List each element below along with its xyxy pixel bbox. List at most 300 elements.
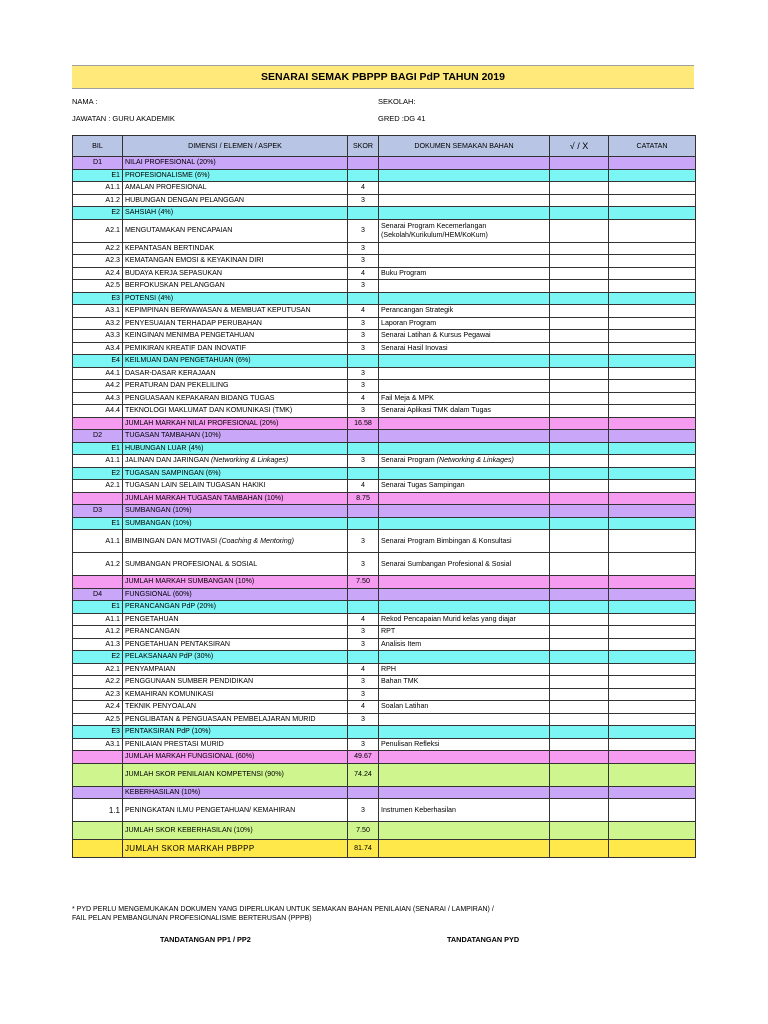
row-skor <box>348 207 379 220</box>
row-aspek <box>123 822 348 840</box>
row-bil <box>73 688 123 701</box>
row-bil <box>73 726 123 739</box>
row-tick-cell[interactable] <box>550 576 609 589</box>
row-aspek <box>123 330 348 343</box>
row-aspek-text: AMALAN PROFESIONAL <box>125 183 207 192</box>
row-tick-cell[interactable] <box>550 392 609 405</box>
row-skor <box>348 392 379 405</box>
row-aspek-text: JUMLAH MARKAH SUMBANGAN (10%) <box>125 577 255 586</box>
row-skor <box>348 576 379 589</box>
row-skor-text: 49.67 <box>354 752 372 761</box>
row-bil-text: E1 <box>111 602 120 611</box>
row-tick-cell[interactable] <box>550 480 609 493</box>
row-skor <box>348 492 379 505</box>
row-skor <box>348 751 379 764</box>
row-catatan-cell[interactable] <box>609 663 696 676</box>
row-skor <box>348 726 379 739</box>
row-dokumen <box>379 517 550 530</box>
table-row <box>73 676 696 689</box>
row-skor-text: 3 <box>361 627 365 636</box>
row-catatan-cell[interactable] <box>609 267 696 280</box>
row-catatan-cell[interactable] <box>609 430 696 443</box>
row-catatan-cell[interactable] <box>609 317 696 330</box>
row-tick-cell[interactable] <box>550 840 609 858</box>
row-bil-text: A2.3 <box>105 256 120 265</box>
row-aspek <box>123 763 348 786</box>
row-tick-cell[interactable] <box>550 194 609 207</box>
row-skor <box>348 455 379 468</box>
row-aspek-text: PENYESUAIAN TERHADAP PERUBAHAN <box>125 318 262 327</box>
row-skor <box>348 799 379 822</box>
jawatan-label: JAWATAN : GURU AKADEMIK <box>72 114 175 123</box>
row-aspek <box>123 613 348 626</box>
row-aspek <box>123 255 348 268</box>
row-aspek <box>123 417 348 430</box>
row-tick-cell[interactable] <box>550 169 609 182</box>
row-tick-cell[interactable] <box>550 505 609 518</box>
row-skor-text: 4 <box>361 702 365 711</box>
row-bil-text: E2 <box>111 468 120 477</box>
row-catatan-cell[interactable] <box>609 392 696 405</box>
row-catatan-cell[interactable] <box>609 626 696 639</box>
row-tick-cell[interactable] <box>550 799 609 822</box>
row-bil-text: A1.2 <box>105 627 120 636</box>
row-catatan-cell[interactable] <box>609 601 696 614</box>
row-aspek <box>123 505 348 518</box>
row-skor-text: 3 <box>361 331 365 340</box>
row-aspek-text: TEKNOLOGI MAKLUMAT DAN KOMUNIKASI (TMK) <box>125 406 293 415</box>
table-row <box>73 467 696 480</box>
row-skor-text: 3 <box>361 343 365 352</box>
row-aspek <box>123 292 348 305</box>
row-catatan-cell[interactable] <box>609 701 696 714</box>
row-dokumen <box>379 480 550 493</box>
row-tick-cell[interactable] <box>550 492 609 505</box>
row-aspek-text: JUMLAH MARKAH TUGASAN TAMBAHAN (10%) <box>125 493 284 502</box>
row-dokumen <box>379 342 550 355</box>
table-row <box>73 701 696 714</box>
row-skor <box>348 530 379 553</box>
row-catatan-cell[interactable] <box>609 417 696 430</box>
row-bil <box>73 505 123 518</box>
row-aspek <box>123 455 348 468</box>
row-dokumen-text: Instrumen Keberhasilan <box>381 805 456 814</box>
signature-pp-label: TANDATANGAN PP1 / PP2 <box>160 935 251 944</box>
row-dokumen <box>379 663 550 676</box>
row-bil-text: A2.4 <box>105 702 120 711</box>
row-tick-cell[interactable] <box>550 688 609 701</box>
row-aspek <box>123 530 348 553</box>
row-skor-text: 4 <box>361 664 365 673</box>
row-catatan-cell[interactable] <box>609 219 696 242</box>
row-tick-cell[interactable] <box>550 517 609 530</box>
table-row <box>73 517 696 530</box>
table-row <box>73 267 696 280</box>
row-skor-text: 3 <box>361 739 365 748</box>
row-bil <box>73 480 123 493</box>
row-aspek <box>123 601 348 614</box>
row-catatan-cell[interactable] <box>609 713 696 726</box>
row-aspek <box>123 405 348 418</box>
row-bil <box>73 342 123 355</box>
row-tick-cell[interactable] <box>550 255 609 268</box>
row-catatan-cell[interactable] <box>609 763 696 786</box>
row-bil-text: A2.4 <box>105 268 120 277</box>
row-dokumen-text: Buku Program <box>381 268 427 277</box>
row-tick-cell[interactable] <box>550 342 609 355</box>
row-tick-cell[interactable] <box>550 417 609 430</box>
row-catatan-cell[interactable] <box>609 255 696 268</box>
row-bil-text: A1.1 <box>105 183 120 192</box>
row-aspek-text: KEILMUAN DAN PENGETAHUAN (6%) <box>125 356 251 365</box>
row-tick-cell[interactable] <box>550 763 609 786</box>
row-catatan-cell[interactable] <box>609 576 696 589</box>
row-catatan-cell[interactable] <box>609 613 696 626</box>
row-skor <box>348 822 379 840</box>
row-bil <box>73 517 123 530</box>
row-bil-text: E3 <box>111 727 120 736</box>
footnote <box>72 905 672 923</box>
row-skor-text: 74.24 <box>354 770 372 778</box>
row-skor-text: 3 <box>361 805 365 814</box>
row-catatan-cell[interactable] <box>609 726 696 739</box>
row-bil-text: E1 <box>111 170 120 179</box>
row-aspek <box>123 355 348 368</box>
row-aspek-text: BIMBINGAN DAN MOTIVASI <box>125 536 220 545</box>
row-catatan-cell[interactable] <box>609 405 696 418</box>
table-row <box>73 280 696 293</box>
row-aspek <box>123 480 348 493</box>
row-skor-text: 81.74 <box>354 844 372 852</box>
row-bil <box>73 738 123 751</box>
row-catatan-cell[interactable] <box>609 367 696 380</box>
row-catatan-cell[interactable] <box>609 688 696 701</box>
row-aspek <box>123 207 348 220</box>
row-dokumen <box>379 613 550 626</box>
row-aspek <box>123 713 348 726</box>
row-tick-cell[interactable] <box>550 676 609 689</box>
row-skor <box>348 505 379 518</box>
row-tick-cell[interactable] <box>550 380 609 393</box>
row-catatan-cell[interactable] <box>609 194 696 207</box>
row-skor <box>348 417 379 430</box>
row-tick-cell[interactable] <box>550 207 609 220</box>
row-skor-text: 3 <box>361 536 365 545</box>
table-row <box>73 713 696 726</box>
row-aspek <box>123 342 348 355</box>
row-catatan-cell[interactable] <box>609 330 696 343</box>
row-tick-cell[interactable] <box>550 626 609 639</box>
row-catatan-cell[interactable] <box>609 169 696 182</box>
row-dokumen-text: Bahan TMK <box>381 677 419 686</box>
row-dokumen <box>379 751 550 764</box>
row-skor <box>348 701 379 714</box>
row-tick-cell[interactable] <box>550 242 609 255</box>
row-catatan-cell[interactable] <box>609 242 696 255</box>
row-aspek <box>123 169 348 182</box>
row-tick-cell[interactable] <box>550 367 609 380</box>
row-skor-text: 3 <box>361 281 365 290</box>
row-catatan-cell[interactable] <box>609 588 696 601</box>
row-dokumen-text: Penulisan Refleksi <box>381 739 440 748</box>
row-bil <box>73 330 123 343</box>
row-bil <box>73 157 123 170</box>
row-tick-cell[interactable] <box>550 588 609 601</box>
signature-pyd-label: TANDATANGAN PYD <box>447 935 520 944</box>
row-catatan-cell[interactable] <box>609 530 696 553</box>
row-tick-cell[interactable] <box>550 317 609 330</box>
row-tick-cell[interactable] <box>550 738 609 751</box>
row-aspek <box>123 380 348 393</box>
row-catatan-cell[interactable] <box>609 505 696 518</box>
table-row <box>73 626 696 639</box>
row-catatan-cell[interactable] <box>609 517 696 530</box>
row-aspek <box>123 392 348 405</box>
row-bil <box>73 392 123 405</box>
row-skor-text: 3 <box>361 714 365 723</box>
row-bil <box>73 467 123 480</box>
table-row <box>73 651 696 664</box>
row-dokumen <box>379 688 550 701</box>
row-bil-text: A2.2 <box>105 243 120 252</box>
row-tick-cell[interactable] <box>550 455 609 468</box>
row-dokumen-text: Senarai Aplikasi TMK dalam Tugas <box>381 406 491 415</box>
row-dokumen <box>379 467 550 480</box>
row-skor <box>348 638 379 651</box>
row-aspek <box>123 738 348 751</box>
table-row <box>73 576 696 589</box>
row-catatan-cell[interactable] <box>609 455 696 468</box>
row-catatan-cell[interactable] <box>609 638 696 651</box>
row-skor <box>348 242 379 255</box>
footnote-line-1: * PYD PERLU MENGEMUKAKAN DOKUMEN YANG DIPERLUKAN UNTUK SEMAKAN BAHAN PENILAIAN (SENARAI / LAMPIRAN) / <box>72 906 494 913</box>
row-catatan-cell[interactable] <box>609 305 696 318</box>
row-tick-cell[interactable] <box>550 330 609 343</box>
row-catatan-cell[interactable] <box>609 738 696 751</box>
row-tick-cell[interactable] <box>550 219 609 242</box>
row-skor <box>348 355 379 368</box>
row-skor <box>348 292 379 305</box>
row-aspek-text: JUMLAH SKOR PENILAIAN KOMPETENSI (90%) <box>125 770 284 778</box>
row-catatan-cell[interactable] <box>609 651 696 664</box>
row-tick-cell[interactable] <box>550 786 609 799</box>
table-row <box>73 292 696 305</box>
row-catatan-cell[interactable] <box>609 751 696 764</box>
row-aspek-text: PEMIKIRAN KREATIF DAN INOVATIF <box>125 343 246 352</box>
row-catatan-cell[interactable] <box>609 822 696 840</box>
row-skor <box>348 305 379 318</box>
row-bil-text: A2.1 <box>105 664 120 673</box>
row-bil-text: E4 <box>111 356 120 365</box>
row-tick-cell[interactable] <box>550 467 609 480</box>
row-tick-cell[interactable] <box>550 430 609 443</box>
row-catatan-cell[interactable] <box>609 280 696 293</box>
table-row <box>73 169 696 182</box>
row-catatan-cell[interactable] <box>609 380 696 393</box>
table-row <box>73 688 696 701</box>
row-skor <box>348 169 379 182</box>
row-dokumen <box>379 738 550 751</box>
row-skor <box>348 601 379 614</box>
footnote-line-2: FAIL PELAN PEMBANGUNAN PROFESIONALISME BERTERUSAN (PPPB) <box>72 915 312 922</box>
row-dokumen <box>379 455 550 468</box>
row-aspek <box>123 688 348 701</box>
row-tick-cell[interactable] <box>550 405 609 418</box>
row-tick-cell[interactable] <box>550 701 609 714</box>
row-bil-text: A2.5 <box>105 281 120 290</box>
row-catatan-cell[interactable] <box>609 342 696 355</box>
row-catatan-cell[interactable] <box>609 355 696 368</box>
row-skor <box>348 182 379 195</box>
row-bil-text: D3 <box>92 506 103 515</box>
row-catatan-cell[interactable] <box>609 840 696 858</box>
row-catatan-cell[interactable] <box>609 786 696 799</box>
row-aspek-text: SAHSIAH (4%) <box>125 208 174 217</box>
row-catatan-cell[interactable] <box>609 157 696 170</box>
row-dokumen-text: Fail Meja & MPK <box>381 393 434 402</box>
row-aspek <box>123 305 348 318</box>
table-row <box>73 663 696 676</box>
row-catatan-cell[interactable] <box>609 182 696 195</box>
row-catatan-cell[interactable] <box>609 553 696 576</box>
row-bil-text: A2.5 <box>105 714 120 723</box>
row-bil <box>73 455 123 468</box>
row-dokumen <box>379 194 550 207</box>
row-catatan-cell[interactable] <box>609 492 696 505</box>
row-tick-cell[interactable] <box>550 267 609 280</box>
row-aspek-text: PENGGUNAAN SUMBER PENDIDIKAN <box>125 677 254 686</box>
row-skor <box>348 763 379 786</box>
row-catatan-cell[interactable] <box>609 442 696 455</box>
row-skor <box>348 613 379 626</box>
row-skor <box>348 267 379 280</box>
row-catatan-cell[interactable] <box>609 207 696 220</box>
table-row <box>73 417 696 430</box>
row-bil <box>73 405 123 418</box>
row-dokumen-text: Senarai Hasil Inovasi <box>381 343 448 352</box>
row-tick-cell[interactable] <box>550 663 609 676</box>
table-row <box>73 430 696 443</box>
row-dokumen <box>379 157 550 170</box>
row-tick-cell[interactable] <box>550 355 609 368</box>
row-skor <box>348 317 379 330</box>
row-bil <box>73 430 123 443</box>
row-skor-text: 3 <box>361 243 365 252</box>
row-catatan-cell[interactable] <box>609 467 696 480</box>
row-bil-text: E2 <box>111 208 120 217</box>
row-tick-cell[interactable] <box>550 638 609 651</box>
row-aspek-italic: (Coaching & Mentoring) <box>219 536 294 545</box>
row-tick-cell[interactable] <box>550 157 609 170</box>
table-row <box>73 751 696 764</box>
row-bil <box>73 317 123 330</box>
page-title: SENARAI SEMAK PBPPP BAGI PdP TAHUN 2019 <box>72 65 694 89</box>
row-aspek-text: SUMBANGAN (10%) <box>125 518 192 527</box>
row-aspek-text: PERANCANGAN PdP (20%) <box>125 602 216 611</box>
row-skor <box>348 663 379 676</box>
row-dokumen <box>379 799 550 822</box>
row-skor <box>348 588 379 601</box>
row-dokumen <box>379 280 550 293</box>
row-dokumen <box>379 255 550 268</box>
row-skor-text: 4 <box>361 614 365 623</box>
row-tick-cell[interactable] <box>550 726 609 739</box>
row-tick-cell[interactable] <box>550 442 609 455</box>
row-bil <box>73 626 123 639</box>
row-bil <box>73 751 123 764</box>
row-aspek-text: JUMLAH SKOR KEBERHASILAN (10%) <box>125 826 253 834</box>
row-catatan-cell[interactable] <box>609 480 696 493</box>
row-dokumen <box>379 786 550 799</box>
row-tick-cell[interactable] <box>550 651 609 664</box>
row-dokumen <box>379 405 550 418</box>
row-tick-cell[interactable] <box>550 751 609 764</box>
table-row <box>73 405 696 418</box>
row-dokumen <box>379 840 550 858</box>
row-skor-text: 4 <box>361 268 365 277</box>
row-dokumen <box>379 530 550 553</box>
row-aspek-text: KEPANTASAN BERTINDAK <box>125 243 215 252</box>
row-bil-text: A3.2 <box>105 318 120 327</box>
row-skor <box>348 786 379 799</box>
row-aspek-text: TUGASAN TAMBAHAN (10%) <box>125 431 221 440</box>
row-dokumen <box>379 169 550 182</box>
row-tick-cell[interactable] <box>550 822 609 840</box>
row-dokumen <box>379 713 550 726</box>
row-aspek-text: FUNGSIONAL (60%) <box>125 589 192 598</box>
row-dokumen-text: Senarai Program Bimbingan & Konsultasi <box>381 536 512 545</box>
row-tick-cell[interactable] <box>550 613 609 626</box>
row-dokumen-text: Analisis Item <box>381 639 422 648</box>
row-tick-cell[interactable] <box>550 601 609 614</box>
row-bil-text: A3.3 <box>105 331 120 340</box>
row-skor <box>348 430 379 443</box>
row-aspek-text: JALINAN DAN JARINGAN <box>125 456 211 465</box>
row-dokumen-text: Senarai Sumbangan Profesional & Sosial <box>381 559 512 568</box>
row-aspek <box>123 280 348 293</box>
row-skor-text: 3 <box>361 226 365 234</box>
row-tick-cell[interactable] <box>550 553 609 576</box>
row-bil-text: E1 <box>111 518 120 527</box>
row-aspek <box>123 492 348 505</box>
row-catatan-cell[interactable] <box>609 292 696 305</box>
row-tick-cell[interactable] <box>550 305 609 318</box>
row-aspek <box>123 317 348 330</box>
row-bil <box>73 417 123 430</box>
row-catatan-cell[interactable] <box>609 676 696 689</box>
row-aspek-text: KEINGINAN MENIMBA PENGETAHUAN <box>125 331 255 340</box>
row-catatan-cell[interactable] <box>609 799 696 822</box>
row-tick-cell[interactable] <box>550 280 609 293</box>
row-skor-text: 7.50 <box>356 826 370 834</box>
row-aspek-text: HUBUNGAN DENGAN PELANGGAN <box>125 195 245 204</box>
row-bil <box>73 194 123 207</box>
row-dokumen <box>379 242 550 255</box>
row-dokumen-text: Rekod Pencapaian Murid kelas yang diajar <box>381 614 516 623</box>
row-tick-cell[interactable] <box>550 292 609 305</box>
row-tick-cell[interactable] <box>550 530 609 553</box>
table-row <box>73 840 696 858</box>
row-aspek-text: PENGETAHUAN PENTAKSIRAN <box>125 639 230 648</box>
row-aspek-text: TUGASAN LAIN SELAIN TUGASAN HAKIKI <box>125 481 266 490</box>
row-tick-cell[interactable] <box>550 713 609 726</box>
row-bil-text: A1.3 <box>105 639 120 648</box>
row-tick-cell[interactable] <box>550 182 609 195</box>
table-row <box>73 530 696 553</box>
table-row <box>73 505 696 518</box>
row-dokumen <box>379 380 550 393</box>
row-skor <box>348 626 379 639</box>
